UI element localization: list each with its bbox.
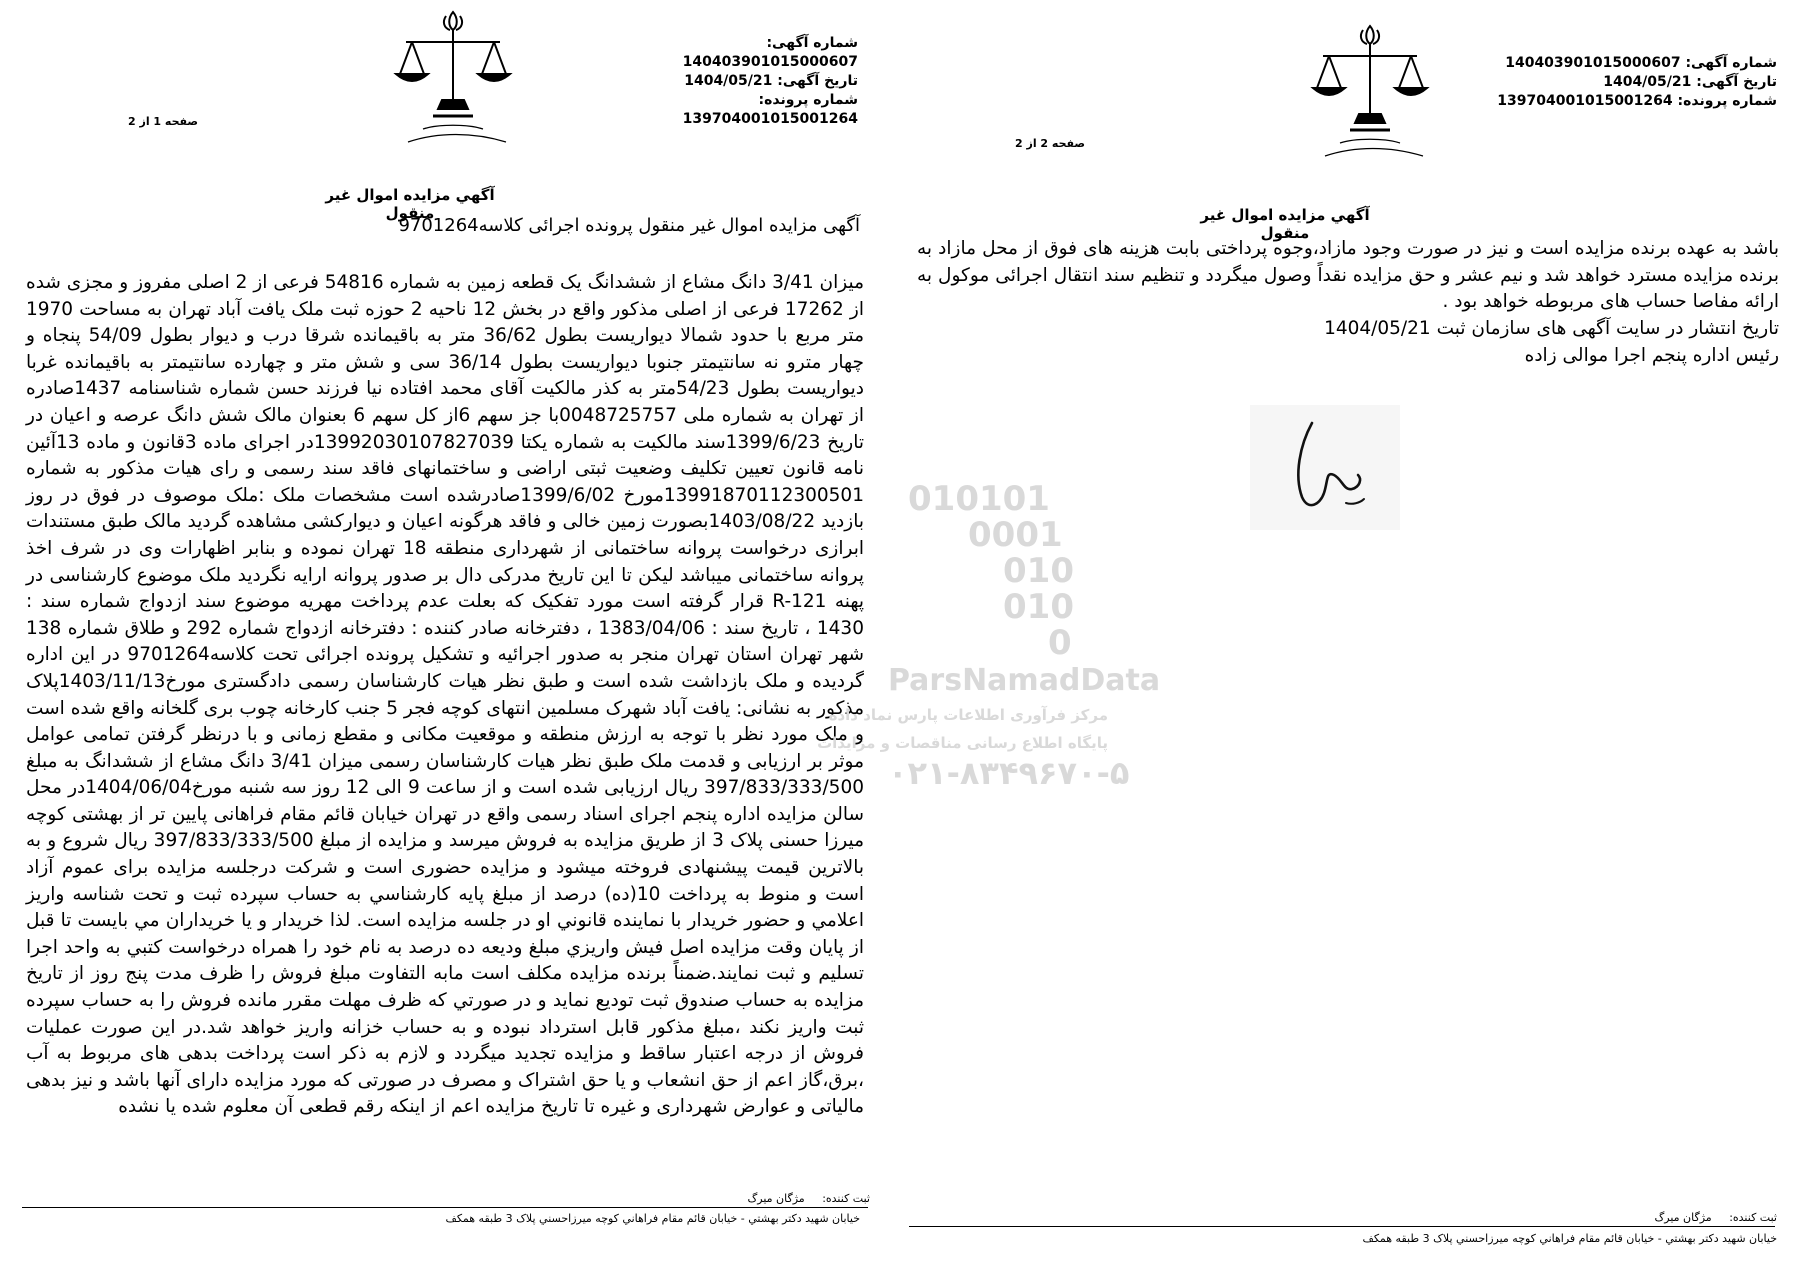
registrar-line	[1545, 1211, 1777, 1224]
watermark-binary-1: 010101	[908, 479, 1050, 519]
signer-line: رئیس اداره پنجم اجرا موالی زاده	[1524, 344, 1779, 366]
ad-date-label: تاریخ آگهی:	[1696, 74, 1777, 90]
case-number-label: شماره پرونده:	[758, 92, 858, 108]
registrar-label: ثبت كننده:	[822, 1192, 870, 1205]
registrar-label: ثبت كننده:	[1729, 1211, 1777, 1224]
notice-body	[917, 236, 1779, 316]
notice-body-text: میزان 3/41 دانگ مشاع از ششدانگ یک قطعه زمین به شماره 54816 فرعی از 2 اصلی مفروز و مجزی شده از 17262 فرعی از اصلی مذکور واقع در بخش 12 ناحیه 2 حوزه ثبت ملک یافت آباد تهران به مساحت 1970 متر مربع با حدود شمالا دیواریست بطول 36/62 متر به باقیمانده شرقا درب و دیوار بطول 54/09 پنجاه و چهار مترو نه سانتیمتر جنوبا دیواریست بطول 36/14 سی و شش متر و چهارده سانتیمتر به باقیمانده غربا دیواریست بطول 54/23متر به کذر مالکیت آقای محمد افتاده نیا فرزند حسن شماره شناسنامه 1437صادره از تهران به شماره ملی 0048725757با جز سهم 6از کل سهم 6 بعنوان مالک شش دانگ عرصه و اعیان در تاریخ 1399/6/23سند مالکیت به شماره یکتا 13992030107827039در اجرای ماده 3قانون و ماده 13آئین نامه قانون تعیین تکلیف وضعیت ثبتی اراضی و ساختمانهای فاقد سند رسمی و رای هیات مذکور به شماره 139918701123005​01مورخ 1399/6/02صادرشده است مشخصات ملک :ملک موصوف در فوق در روز بازدید 1403/08/22بصورت زمین خالی و فاقد هرگونه اعیان و دیوارکشی مشاهده گردید مالک طبق مستندات ابرازی درخواست پروانه ساختمانی از شهرداری منطقه 18 تهران نموده و بنابر اظهارات وی در شرف اخذ پروانه ساختمانی میباشد لیکن تا این تاریخ مدرکی دال بر صدور پروانه ارایه نگردید ملک موضوع کارشناسی در پهنه R-121 قرار گرفته است مورد تفکیک که بعلت عدم پرداخت مهریه موضوع سند ازدواج شماره سند : 1430 ، تاریخ سند : 1383/04/06 ، دفترخانه صادر کننده : دفترخانه ازدواج شماره 292 و طلاق شماره 138 شهر تهران استان تهران منجر به صدور اجرائیه و تشکیل پرونده اجرائی تحت کلاسه9701264 در این اداره گردیده و ملک بازداشت شده است و طبق نظر هیات کارشناسان رسمی دادگستری مورخ1403/11/13پلاک مذکور به نشانی: یافت آباد شهرک مسلمین انتهای کوچه فجر 5 جنب کارخانه چوب بری گلخانه واقع شده است و ملک مورد نظر با توجه به ارزش منطقه و موقعیت مکانی و مقطع زمانی و با درنظر گرفتن تمامی عوامل موثر بر ارزیابی و قدمت ملک طبق نظر هیات کارشناسان رسمی میزان 3/41 دانگ مشاع از ششدانگ به مبلغ 397/833/333/500 ریال ارزیابی شده است و از ساعت 9 الی 12 روز سه شنبه مورخ1404/06/04در محل سالن مزایده اداره پنجم اجرای اسناد رسمی واقع در تهران خیابان قائم مقام فراهانی پایین تر از بهشتی کوچه میرزا حسنی پلاک 3 از طریق مزایده به فروش میرسد و مزایده از مبلغ 397/833/333/500 ریال شروع و به بالاترین قیمت پیشنهادی فروخته میشود و مزایده حضوری است و شرکت درجلسه مزایده برای عموم آزاد است و منوط به پرداخت 10(ده) درصد از مبلغ پایه کارشناسي به حساب سپرده ثبت و تحت شناسه واريز اعلامي و حضور خريدار با نماينده قانوني او در جلسه مزايده است. لذا خريدار و يا خريداران مي بايست تا قبل از پايان وقت مزايده اصل فيش واريزي مبلغ وديعه ده درصد به نام خود را همراه درخواست کتبي به واحد اجرا تسليم و ثبت نمايند.ضمناً برنده مزايده مكلف است مابه التفاوت مبلغ فروش را ظرف مدت پنج روز از تاريخ مزايده به حساب صندوق ثبت توديع نمايد و در صورتي كه ظرف مهلت مقرر مانده فروش را به حساب سپرده ثبت واريز نكند ،مبلغ مذكور قابل استرداد نبوده و به حساب خزانه واريز خواهد شد.در این صورت عملیات فروش از درجه اعتبار ساقط و مزایده تجدید میگردد و لازم به ذکر است پرداخت بدهی های مربوط به آب ،برق،گاز اعم از حق انشعاب و یا حق اشتراک و مصرف در صورتی که مورد مزایده دارای آنها باشد و نیز بدهی مالیاتی و عوارض شهرداری و غیره تا تاریخ مزایده اعم از اینکه رقم قطعی آن معلوم شده یا نشده	[26, 272, 865, 1118]
footer-address: خيابان شهيد دكتر بهشتي - خيابان قائم مقام فراهاني كوچه ميرزاحسني پلاک 3 طبقه همكف	[1362, 1232, 1777, 1245]
page-number-label: صفحه 2 از 2	[1015, 137, 1086, 150]
notice-body	[26, 270, 864, 1121]
publish-date-line: تاریخ انتشار در سایت آگهی های سازمان ثبت 1404/05/21	[1324, 318, 1779, 339]
watermark-phone: ۰۲۱-۸۳۴۹۶۷۰-۵	[888, 754, 1130, 792]
watermark-binary-4: 010	[1003, 587, 1074, 627]
ad-date: 1404/05/21	[1603, 74, 1692, 90]
scales-emblem-icon	[1295, 18, 1445, 168]
footer-divider	[22, 1207, 868, 1208]
watermark-binary-2: 0001	[968, 515, 1063, 555]
signature-icon	[1250, 405, 1400, 530]
watermark-binary-3: 010	[1003, 551, 1074, 591]
notice-page-2	[915, 0, 1794, 1285]
notice-body-text: باشد به عهده برنده مزایده است و نیز در صورت وجود مازاد،وجوه پرداختی بابت هزینه های فوق از محل مازاد به برنده مزایده مسترد خواهد شد و نیم عشر و حق مزایده نقداً وصول میگردد و تنظیم سند انتقال اجرائی موکول به ارائه مفاصا حساب های مربوطه خواهد بود .	[917, 238, 1779, 313]
notice-subtitle: آگهی مزایده اموال غیر منقول پرونده اجرائی کلاسه9701264	[398, 215, 860, 236]
footer-divider	[909, 1226, 1775, 1227]
scales-emblem-icon	[378, 4, 528, 154]
notice-meta-1	[588, 34, 858, 129]
watermark-caption-1: مرکز فرآوری اطلاعات پارس نماد داده	[828, 706, 1108, 724]
ad-date: 1404/05/21	[684, 73, 773, 89]
registrar-name: مژگان ميرگ	[1654, 1211, 1712, 1224]
ad-number-label: شماره آگهی:	[1685, 55, 1777, 71]
notice-heading: آگهي مزايده اموال غير منقول	[325, 186, 495, 222]
page-number-label: صفحه 1 از 2	[128, 115, 199, 128]
case-number: 139704001015001264	[1497, 93, 1673, 109]
ad-number-label: شماره آگهی:	[766, 35, 858, 51]
case-number-label: شماره پرونده:	[1677, 93, 1777, 109]
notice-page-1	[0, 0, 882, 1285]
signature-image	[1250, 405, 1400, 530]
registrar-line	[640, 1192, 870, 1205]
notice-meta-2	[1495, 54, 1777, 111]
notice-closing	[1115, 316, 1779, 369]
judiciary-logo	[1295, 18, 1445, 168]
footer-address: خيابان شهيد دكتر بهشتي - خيابان قائم مقام فراهاني كوچه ميرزاحسني پلاک 3 طبقه همكف	[445, 1212, 860, 1225]
notice-heading: آگهي مزايده اموال غير منقول	[1200, 206, 1370, 242]
ad-number: 140403901015000607	[682, 54, 858, 70]
ad-date-label: تاریخ آگهی:	[777, 73, 858, 89]
watermark-brand: ParsNamadData	[888, 663, 1161, 698]
watermark-caption-2: پایگاه اطلاع رسانی مناقصات و مزایدات	[817, 734, 1108, 752]
ad-number: 140403901015000607	[1505, 55, 1681, 71]
registrar-name: مژگان ميرگ	[747, 1192, 805, 1205]
watermark-binary-5: 0	[1048, 623, 1072, 663]
judiciary-logo	[378, 4, 528, 154]
case-number: 139704001015001264	[682, 111, 858, 127]
